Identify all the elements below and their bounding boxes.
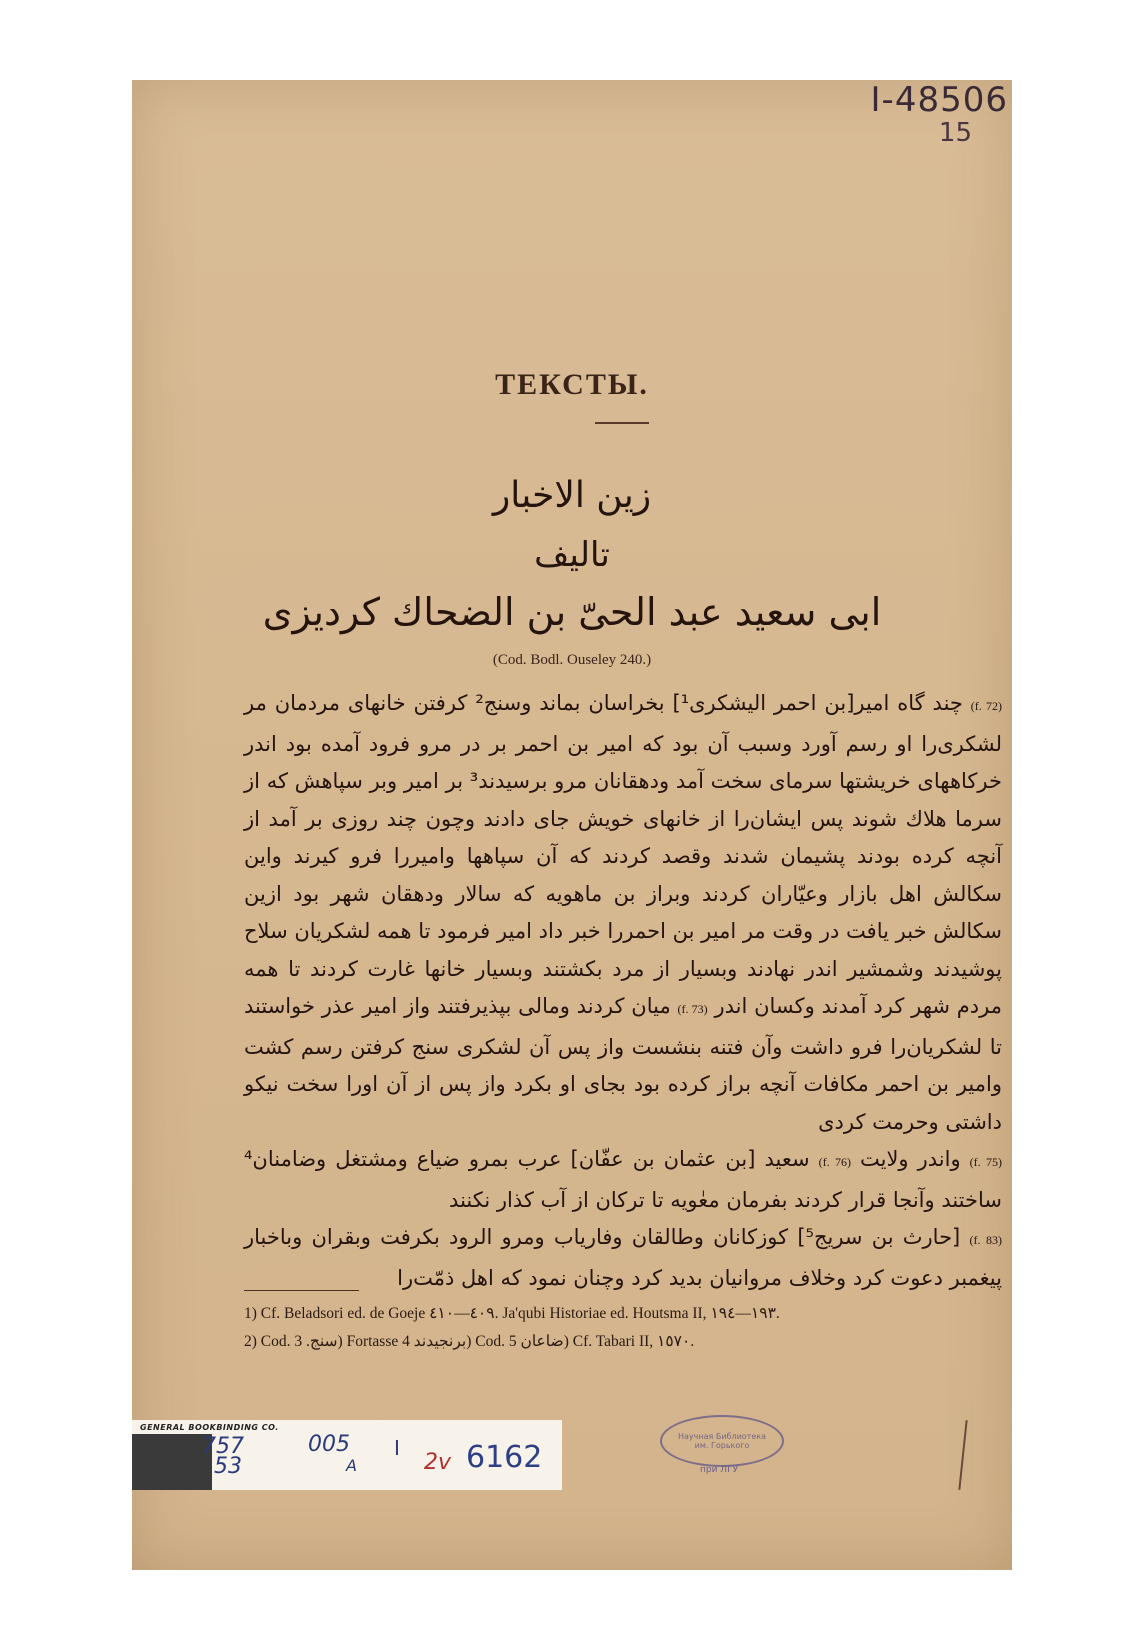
- paragraph-text: [حارث بن سريج⁵] كوزكانان وطالقان وفارياب ومرو الرود بكرفت وبقران وباخبار پيغمبر دعوت كرد وخلاف مروانيان بديد كرد وچنان نمود كه اهل ذمّت‌را: [244, 1225, 1002, 1290]
- stamp-line-1: Научная Библиотека: [677, 1432, 766, 1441]
- call-number-3: 005: [308, 1432, 350, 1457]
- folio-marker: (f. 72): [970, 699, 1002, 713]
- accession-number: I-48506: [870, 80, 1008, 120]
- folio-marker: (f. 83): [969, 1233, 1002, 1247]
- arabic-title-line-1: زين الاخبار: [492, 475, 652, 516]
- arabic-title-line-3: ابى سعيد عبد الحىّ بن الضحاك كرديزى: [262, 590, 882, 634]
- paragraph-1: [244, 685, 1002, 1141]
- arabic-title-line-2: تاليف: [534, 535, 610, 575]
- binding-label: [132, 1420, 562, 1490]
- library-stamp: [660, 1415, 784, 1467]
- call-bar: I: [394, 1436, 400, 1460]
- label-shadow: [132, 1434, 212, 1490]
- paragraph-text: واندر ولايت: [859, 1147, 961, 1171]
- body-text: [244, 685, 1002, 1297]
- stamp-line-2: им. Горького: [694, 1441, 750, 1450]
- folio-marker: (f. 73): [677, 1002, 708, 1016]
- footnotes: [244, 1300, 1004, 1356]
- pencil-mark: [958, 1420, 967, 1490]
- paragraph-text: سعيد [بن عثمان بن عفّان] عرب بمرو ضياع ومشتغل وضامنان⁴ ساختند وآنجا قرار كردند بفرمان معٰويه تا تركان از آب كذار نكنند: [244, 1147, 1002, 1212]
- paragraph-text: چند گاه امير[بن احمر اليشكرى¹] بخراسان بماند وسنج² كرفتن خانهاى مردمان مر لشكرى‌را او رسم آورد وسبب آن بود كه امير بن احمر بر در مرو فرود آمده بود اندر خركاههاى خريشتها سرماى سخت آمد ودهقانان مرو برسيدند³ بر امير وبر سپاهش كه از سرما هلاك شوند پس ايشان‌را از خانهاى خويش جاى دادند وچون چند روزى بر آمد از آنچه كرده بودند پشيمان شدند وقصد كردند كه آن سپاهها وامير‌را فرو كيرند واين سكالش اهل بازار وعيّاران كردند وبراز بن ماهويه كه سالار ودهقان شهر بود ازين سكالش خبر يافت در وقت مر امير بن احمر‌را خبر داد امير فرمود تا همه لشكريان سلاح پوشيدند وشمشير اندر نهادند وبسيار از مرد بكشتند وبسيار خانها غارت كردند تا همه مردم شهر كرد آمدند وكسان اندر: [244, 691, 1002, 1018]
- title-divider: [595, 422, 649, 424]
- page-title: ТЕКСТЫ.: [495, 368, 649, 401]
- bindery-name: GENERAL BOOKBINDING CO.: [140, 1423, 279, 1432]
- scanned-page: [132, 80, 1012, 1570]
- paragraph-text: ميان كردند ومالى بپذيرفتند واز امير عذر خواستند تا لشكريان‌را فرو داشت وآن فتنه بنشست واز پس آن لشكرى سنج كرفتن رسم كشت وامير بن احمر مكافات آنچه براز كرده بود بجاى او بكرد واز پس از آن اورا سخت نيكو داشتى وحرمت كردى: [244, 994, 1002, 1134]
- folio-marker: (f. 75): [969, 1155, 1002, 1169]
- red-mark: 2v: [424, 1450, 452, 1475]
- paragraph-2: [244, 1141, 1002, 1219]
- accession-mark: 15: [938, 118, 972, 148]
- footnote-divider: [244, 1290, 359, 1291]
- volume-id: 6162: [466, 1440, 543, 1475]
- footnote-line-1: 1) Cf. Beladsori ed. de Goeje ٤٠٩—٤١٠. Ja'qubi Historiae ed. Houtsma II, ١٩٣—١٩٤.: [244, 1305, 780, 1322]
- folio-marker: (f. 76): [818, 1155, 851, 1169]
- call-number-2: 53: [214, 1454, 242, 1479]
- footnote-line-2: 2) Cod. سنج. 3) Fortasse برنجيدند 4) Cod. ضاعان 5) Cf. Tabari II, ١٥٧٠.: [244, 1333, 695, 1350]
- codex-reference: (Cod. Bodl. Ouseley 240.): [492, 652, 652, 668]
- call-number-1: 757: [202, 1434, 244, 1459]
- call-letter: A: [346, 1456, 357, 1475]
- paragraph-3: [244, 1219, 1002, 1297]
- stamp-line-3: при ЛГУ: [700, 1465, 739, 1475]
